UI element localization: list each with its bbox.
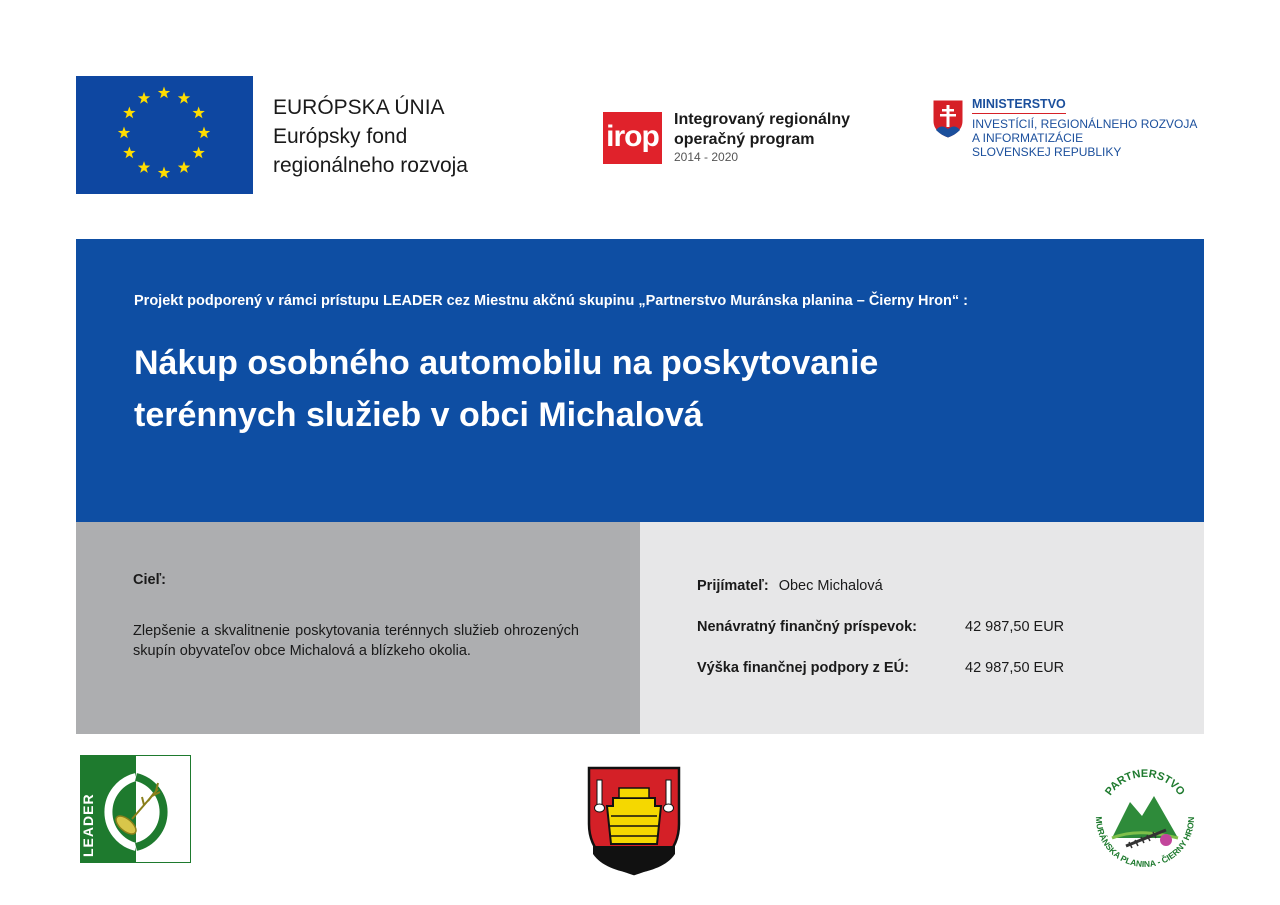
eu-star-icon — [158, 167, 170, 179]
eu-fund-line1: Európsky fond — [273, 125, 408, 148]
project-title-line1: Nákup osobného automobilu na poskytovanie — [134, 344, 879, 382]
project-title — [134, 337, 1134, 441]
eu-star-icon — [192, 107, 204, 119]
recipient-row — [697, 578, 883, 594]
eu-star-icon — [123, 107, 135, 119]
eu-title: EURÓPSKA ÚNIA — [273, 96, 445, 119]
grant-value: 42 987,50 EUR — [965, 619, 1065, 635]
eu-star-icon — [178, 92, 190, 104]
ministry-line2: INVESTÍCIÍ, REGIONÁLNEHO ROZVOJA — [972, 117, 1198, 131]
eu-star-icon — [138, 161, 150, 173]
irop-text-block — [674, 110, 850, 164]
eu-stars-icon — [76, 76, 253, 194]
partnership-top-text: PARTNERSTVO — [1103, 767, 1187, 798]
irop-line1: Integrovaný regionálny — [674, 111, 851, 128]
grant-row — [697, 619, 1065, 635]
leader-text: LEADER — [80, 793, 96, 857]
eu-star-icon — [118, 127, 130, 139]
goal-panel — [76, 522, 640, 734]
eu-star-icon — [158, 87, 170, 99]
eu-fund-line2: regionálneho rozvoja — [273, 154, 468, 177]
grant-label: Nenávratný finančný príspevok: — [697, 619, 917, 635]
ministry-line1: MINISTERSTVO — [972, 97, 1066, 114]
eu-star-icon — [198, 127, 210, 139]
project-banner — [76, 239, 1204, 522]
ministry-line4: SLOVENSKEJ REPUBLIKY — [972, 145, 1122, 159]
eu-star-icon — [138, 92, 150, 104]
ministry-text-block — [972, 97, 1197, 159]
eu-star-icon — [123, 147, 135, 159]
eu-star-icon — [178, 161, 190, 173]
goal-label: Cieľ: — [133, 572, 166, 588]
eu-support-row — [697, 660, 1065, 676]
project-title-line2: terénnych služieb v obci Michalová — [134, 396, 703, 434]
eu-text-block — [273, 93, 468, 180]
slovak-coat-of-arms-icon — [932, 99, 964, 139]
leader-logo — [80, 755, 191, 863]
banner-subtitle: Projekt podporený v rámci prístupu LEADER cez Miestnu akčnú skupinu „Partnerstvo Muránska planina – Čierny Hron“ : — [134, 293, 968, 309]
partnerstvo-logo — [1082, 760, 1208, 882]
irop-years: 2014 - 2020 — [674, 150, 739, 164]
details-panel — [640, 522, 1204, 734]
eu-support-label: Výška finančnej podpory z EÚ: — [697, 660, 909, 676]
eu-flag-logo — [76, 76, 253, 194]
goal-text: Zlepšenie a skvalitnenie poskytovania terénnych služieb ohrozených skupín obyvateľov obce Michalová a blízkeho okolia. — [133, 623, 579, 659]
ministry-line3: A INFORMATIZÁCIE — [972, 131, 1084, 145]
irop-line2: operačný program — [674, 131, 815, 148]
michalova-coat-of-arms — [587, 766, 681, 876]
irop-logo: irop — [603, 112, 662, 164]
partnership-bottom-text: MURÁNSKA PLANINA - ČIERNY HRON — [1093, 816, 1197, 870]
eu-star-icon — [192, 147, 204, 159]
recipient-label: Prijímateľ: — [697, 578, 769, 594]
recipient-value: Obec Michalová — [778, 578, 883, 594]
eu-support-value: 42 987,50 EUR — [965, 660, 1065, 676]
